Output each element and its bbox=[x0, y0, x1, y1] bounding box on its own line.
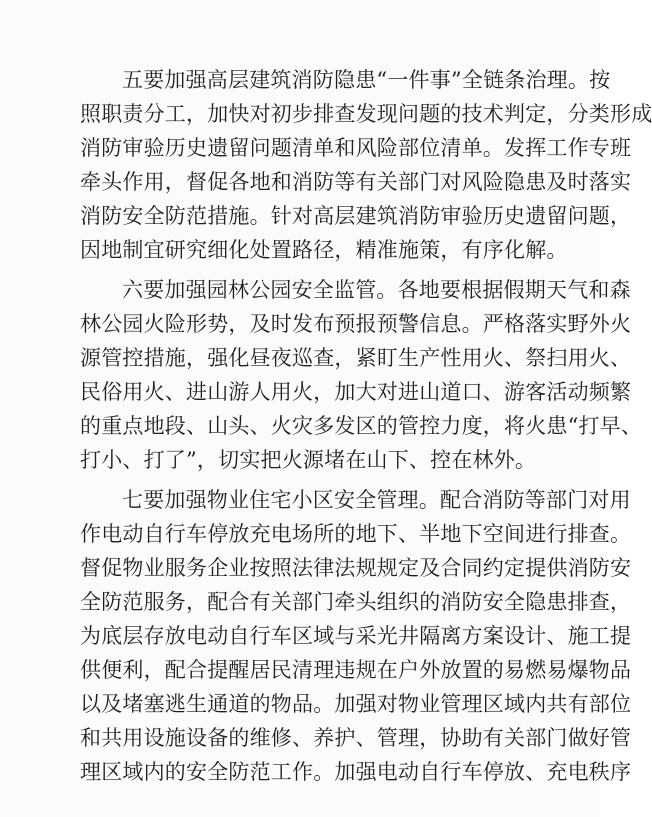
paragraph-five bbox=[80, 63, 652, 267]
paragraph-line: 打小、打了”，切实把火源堵在山下、控在林外。 bbox=[80, 448, 537, 472]
paragraph-line: 七要加强物业住宅小区安全管理。配合消防等部门对用 bbox=[122, 488, 631, 512]
paragraph-line: 为底层存放电动自行车区域与采光井隔离方案设计、施工提 bbox=[80, 624, 632, 648]
paragraph-line: 理区域内的安全防范工作。加强电动自行车停放、充电秩序 bbox=[80, 760, 632, 784]
paragraph-line: 和共用设施设备的维修、养护、管理，协助有关部门做好管 bbox=[80, 726, 632, 750]
paragraph-line: 消防安全防范措施。针对高层建筑消防审验历史遗留问题， bbox=[80, 204, 632, 228]
paragraph-line: 以及堵塞逃生通道的物品。加强对物业管理区域内共有部位 bbox=[80, 692, 632, 716]
paragraph-line: 源管控措施，强化昼夜巡查，紧盯生产性用火、祭扫用火、 bbox=[80, 346, 632, 370]
paragraph-line: 作电动自行车停放充电场所的地下、半地下空间进行排查。 bbox=[80, 522, 632, 546]
paragraph-line: 的重点地段、山头、火灾多发区的管控力度，将火患“打早、 bbox=[80, 414, 643, 438]
paragraph-line: 全防范服务，配合有关部门牵头组织的消防安全隐患排查， bbox=[80, 590, 632, 614]
paragraph-line: 六要加强园林公园安全监管。各地要根据假期天气和森 bbox=[122, 278, 631, 302]
paragraph-line: 照职责分工，加快对初步排查发现问题的技术判定，分类形成 bbox=[80, 102, 652, 126]
paragraph-line: 督促物业服务企业按照法律法规规定及合同约定提供消防安 bbox=[80, 556, 632, 580]
paragraph-line: 牵头作用，督促各地和消防等有关部门对风险隐患及时落实 bbox=[80, 170, 632, 194]
paragraph-six bbox=[80, 273, 643, 477]
paragraph-line: 因地制宜研究细化处置路径，精准施策，有序化解。 bbox=[80, 238, 568, 262]
paragraph-line: 消防审验历史遗留问题清单和风险部位清单。发挥工作专班 bbox=[80, 136, 632, 160]
paragraph-line: 五要加强高层建筑消防隐患“一件事”全链条治理。按 bbox=[122, 68, 611, 92]
paragraph-line: 民俗用火、进山游人用火，加大对进山道口、游客活动频繁 bbox=[80, 380, 632, 404]
paragraph-line: 供便利，配合提醒居民清理违规在户外放置的易燃易爆物品 bbox=[80, 658, 632, 682]
paragraph-seven bbox=[80, 483, 632, 789]
paragraph-line: 林公园火险形势，及时发布预报预警信息。严格落实野外火 bbox=[80, 312, 632, 336]
